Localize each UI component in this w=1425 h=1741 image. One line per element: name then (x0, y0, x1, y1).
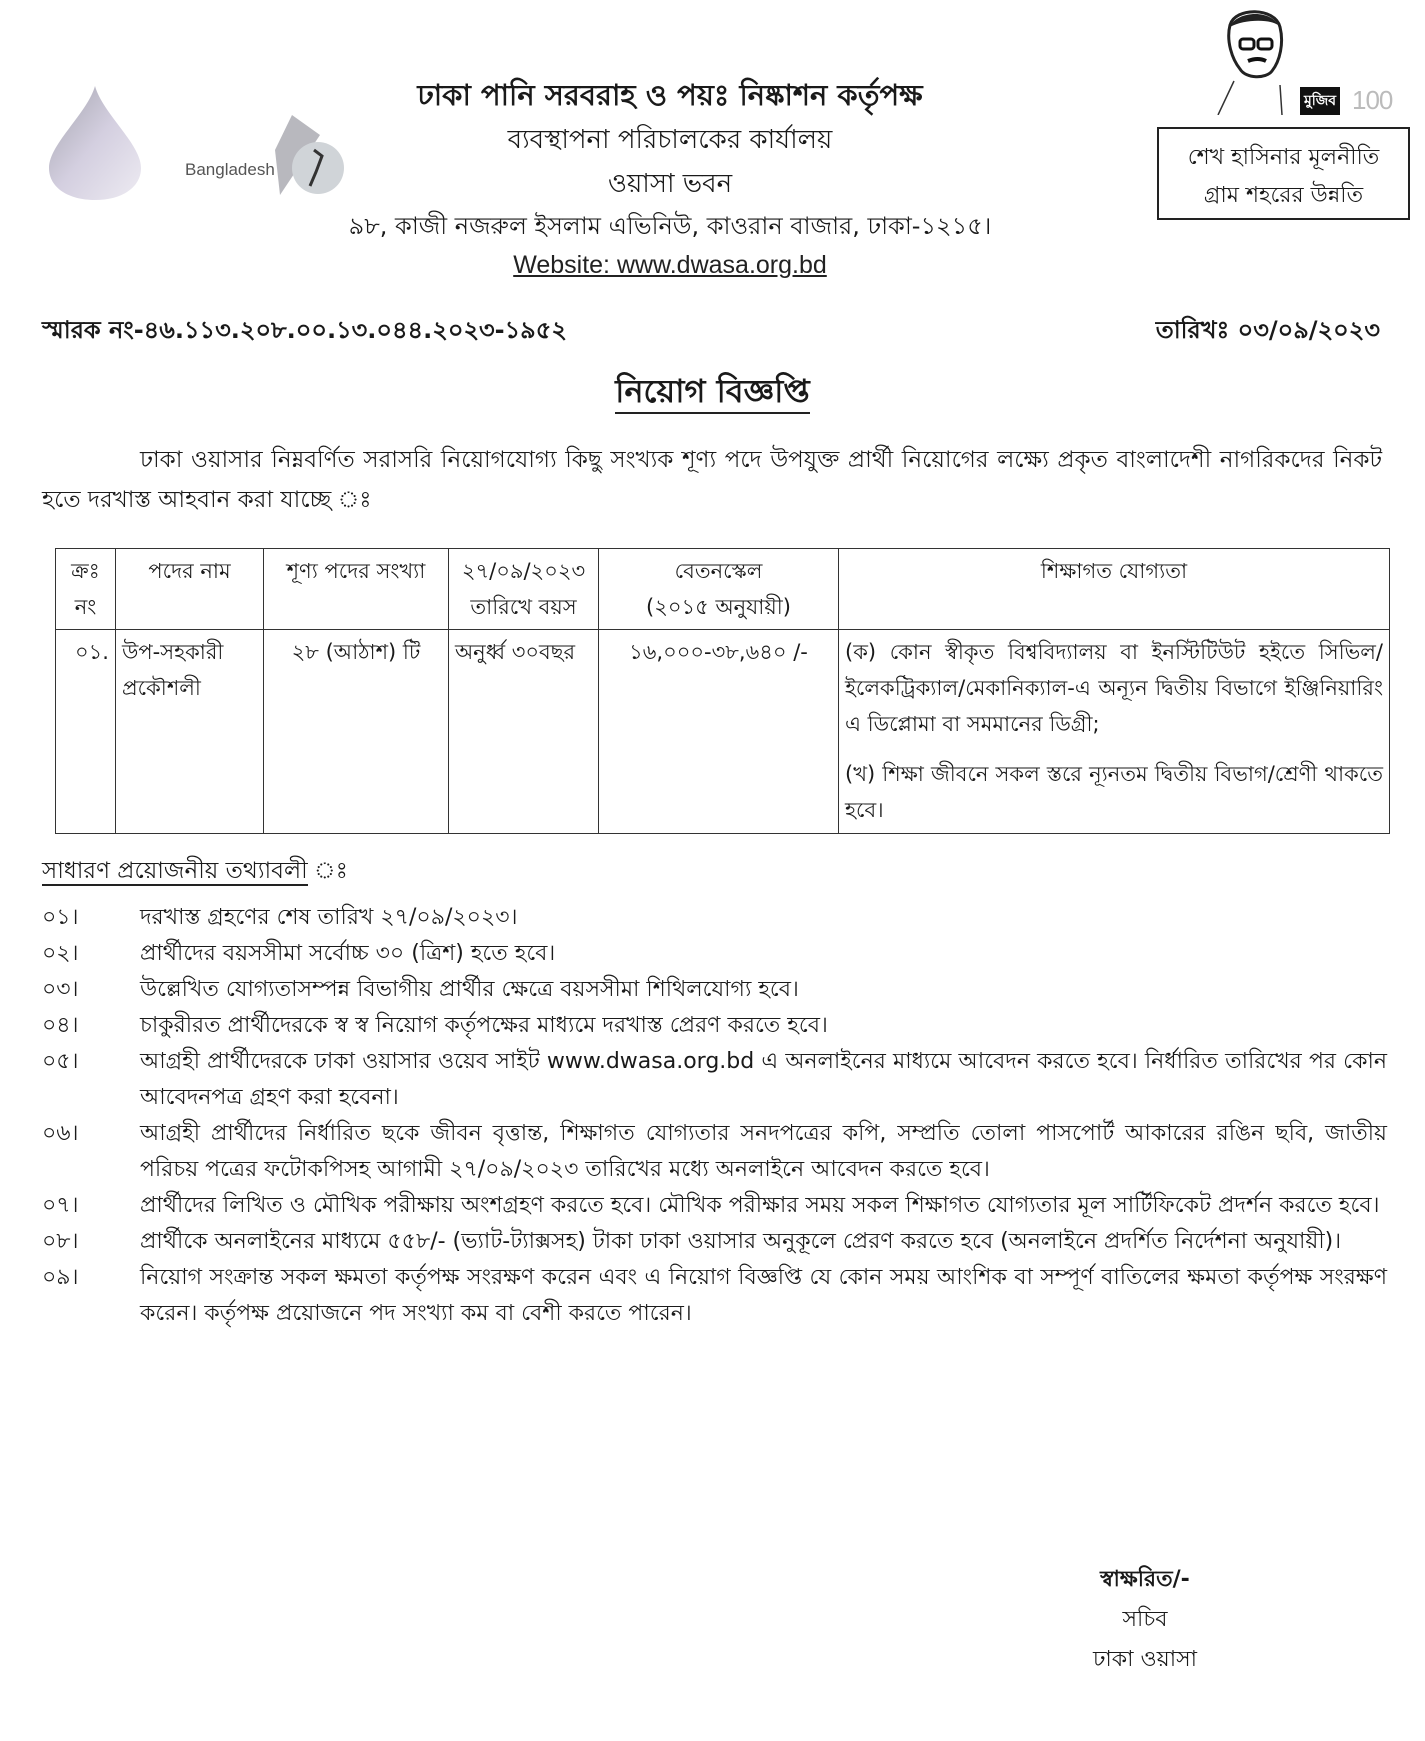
cell-age-limit: অনুর্ধ্ব ৩০বছর (449, 630, 599, 834)
slogan-line-2: গ্রাম শহরের উন্নতি (1203, 183, 1364, 208)
mujib-badge: মুজিব (1300, 87, 1340, 115)
slogan-line-1: শেখ হাসিনার মূলনীতি (1187, 145, 1380, 170)
signatory-organization: ঢাকা ওয়াসা (1092, 1647, 1198, 1672)
education-requirement-b: (খ) শিক্ষা জীবনে সকল স্তরে ন্যূনতম দ্বিতীয় বিভাগ/শ্রেণী থাকতে হবে। (845, 762, 1383, 822)
list-item: ০৪। চাকুরীরত প্রার্থীদেরকে স্ব স্ব নিয়োগ কর্তৃপক্ষের মাধ্যমে দরখাস্ত প্রেরণ করতে হবে। (42, 1013, 828, 1038)
vacancy-table (55, 548, 1390, 834)
bd50-caption (185, 118, 255, 129)
header-serial: ক্রঃ নং (56, 549, 116, 630)
notice-title-text: নিয়োগ বিজ্ঞপ্তি (615, 372, 809, 414)
mujib-100-number: 100 (1352, 85, 1393, 115)
general-info-heading: সাধারণ প্রয়োজনীয় তথ্যাবলী ঃ (42, 858, 348, 884)
dhaka-wasa-logo (45, 84, 145, 202)
list-item: ০২। প্রার্থীদের বয়সসীমা সর্বোচ্চ ৩০ (ত্রিশ) হতে হবে। (42, 941, 556, 966)
list-item: ০৩। উল্লেখিত যোগ্যতাসম্পন্ন বিভাগীয় প্রার্থীর ক্ষেত্রে বয়সসীমা শিথিলযোগ্য হবে। (42, 977, 799, 1002)
table-row (56, 630, 1390, 834)
building-name: ওয়াসা ভবন (607, 169, 733, 199)
memo-date: তারিখঃ ০৩/০৯/২০২৩ (1155, 316, 1380, 344)
signed-label: স্বাক্ষরিত/- (1100, 1567, 1190, 1592)
education-requirement-a: (ক) কোন স্বীকৃত বিশ্ববিদ্যালয় বা ইনস্টিটিউট হইতে সিভিল/ইলেকট্রিক্যাল/মেকানিক্যাল-এ অন্যূন দ্বিতীয় বিভাগে ইঞ্জিনিয়ারিং এ ডিপ্লোমা বা সমমানের ডিগ্রী; (845, 640, 1383, 736)
header-post-name: পদের নাম (116, 549, 264, 630)
signature-block (1060, 1560, 1230, 1680)
list-item: ০৫। আগ্রহী প্রার্থীদেরকে ঢাকা ওয়াসার ওয়েব সাইট www.dwasa.org.bd এ অনলাইনের মাধ্যমে আবেদন করতে হবে। নির্ধারিত তারিখের পর কোন আবেদনপত্র গ্রহণ করা হবেনা। (42, 1049, 1387, 1110)
office-name: ব্যবস্থাপনা পরিচালকের কার্যালয় (507, 125, 833, 155)
intro-paragraph: ঢাকা ওয়াসার নিম্নবর্ণিত সরাসরি নিয়োগযোগ্য কিছু সংখ্যক শূণ্য পদে উপযুক্ত প্রার্থী নিয়োগের লক্ষ্যে প্রকৃত বাংলাদেশী নাগরিকদের নিকট হতে দরখাস্ত আহবান করা যাচ্ছে ঃ (42, 447, 1382, 513)
header-pay-scale: বেতনস্কেল (২০১৫ অনুযায়ী) (599, 549, 839, 630)
slogan-box (1157, 127, 1410, 220)
mujib-100-logo (1200, 5, 1393, 120)
bd50-label: Bangladesh (185, 160, 275, 179)
header-vacancy-count: শূণ্য পদের সংখ্যা (264, 549, 449, 630)
header-age: ২৭/০৯/২০২৩ তারিখে বয়স (449, 549, 599, 630)
list-item: ০১। দরখাস্ত গ্রহণের শেষ তারিখ ২৭/০৯/২০২৩। (42, 905, 518, 930)
letterhead (330, 72, 1010, 284)
cell-pay-scale: ১৬,০০০-৩৮,৬৪০ /- (599, 630, 839, 834)
website-link[interactable]: Website: www.dwasa.org.bd (513, 251, 827, 279)
bangladesh-50-logo (185, 110, 345, 210)
list-item: ০৯। নিয়োগ সংক্রান্ত সকল ক্ষমতা কর্তৃপক্ষ সংরক্ষণ করেন এবং এ নিয়োগ বিজ্ঞপ্তি যে কোন সময় আংশিক বা সম্পূর্ণ বাতিলের ক্ষমতা কর্তৃপক্ষ সংরক্ষণ করেন। কর্তৃপক্ষ প্রয়োজনে পদ সংখ্যা কম বা বেশী করতে পারেন। (42, 1265, 1387, 1326)
memo-number: স্মারক নং-৪৬.১১৩.২০৮.০০.১৩.০৪৪.২০২৩-১৯৫২ (42, 316, 567, 344)
list-item: ০৭। প্রার্থীদের লিখিত ও মৌখিক পরীক্ষায় অংশগ্রহণ করতে হবে। মৌখিক পরীক্ষার সময় সকল শিক্ষাগত যোগ্যতার মূল সার্টিফিকেট প্রদর্শন করতে হবে। (42, 1193, 1380, 1218)
cell-serial: ০১. (56, 630, 116, 834)
list-item: ০৮। প্রার্থীকে অনলাইনের মাধ্যমে ৫৫৮/- (ভ্যাট-ট্যাক্সসহ) টাকা ঢাকা ওয়াসার অনুকূলে প্রেরণ করতে হবে (অনলাইনে প্রদর্শিত নির্দেশনা অনুযায়ী)। (42, 1229, 1342, 1254)
header-education: শিক্ষাগত যোগ্যতা (839, 549, 1390, 630)
address: ৯৮, কাজী নজরুল ইসলাম এভিনিউ, কাওরান বাজার, ঢাকা-১২১৫। (348, 212, 992, 240)
organization-name: ঢাকা পানি সরবরাহ ও পয়ঃ নিষ্কাশন কর্তৃপক্ষ (417, 78, 923, 112)
table-header-row (56, 549, 1390, 630)
water-drop-icon (45, 84, 145, 202)
cell-post-name: উপ-সহকারী প্রকৌশলী (116, 630, 264, 834)
cell-vacancy-count: ২৮ (আঠাশ) টি (264, 630, 449, 834)
list-item: ০৬। আগ্রহী প্রার্থীদের নির্ধারিত ছকে জীবন বৃত্তান্ত, শিক্ষাগত যোগ্যতার সনদপত্রের কপি, সম্প্রতি তোলা পাসপোর্ট আকারের রঙিন ছবি, জাতীয় পরিচয় পত্রের ফটোকপিসহ আগামী ২৭/০৯/২০২৩ তারিখের মধ্যে অনলাইনে আবেদন করতে হবে। (42, 1121, 1387, 1182)
portrait-icon (1200, 5, 1300, 115)
notice-title (0, 366, 1425, 420)
cell-education (839, 630, 1390, 834)
general-info-heading-text: সাধারণ প্রয়োজনীয় তথ্যাবলী (42, 858, 308, 884)
signatory-designation: সচিব (1122, 1607, 1168, 1632)
general-info-list (42, 900, 1387, 1332)
